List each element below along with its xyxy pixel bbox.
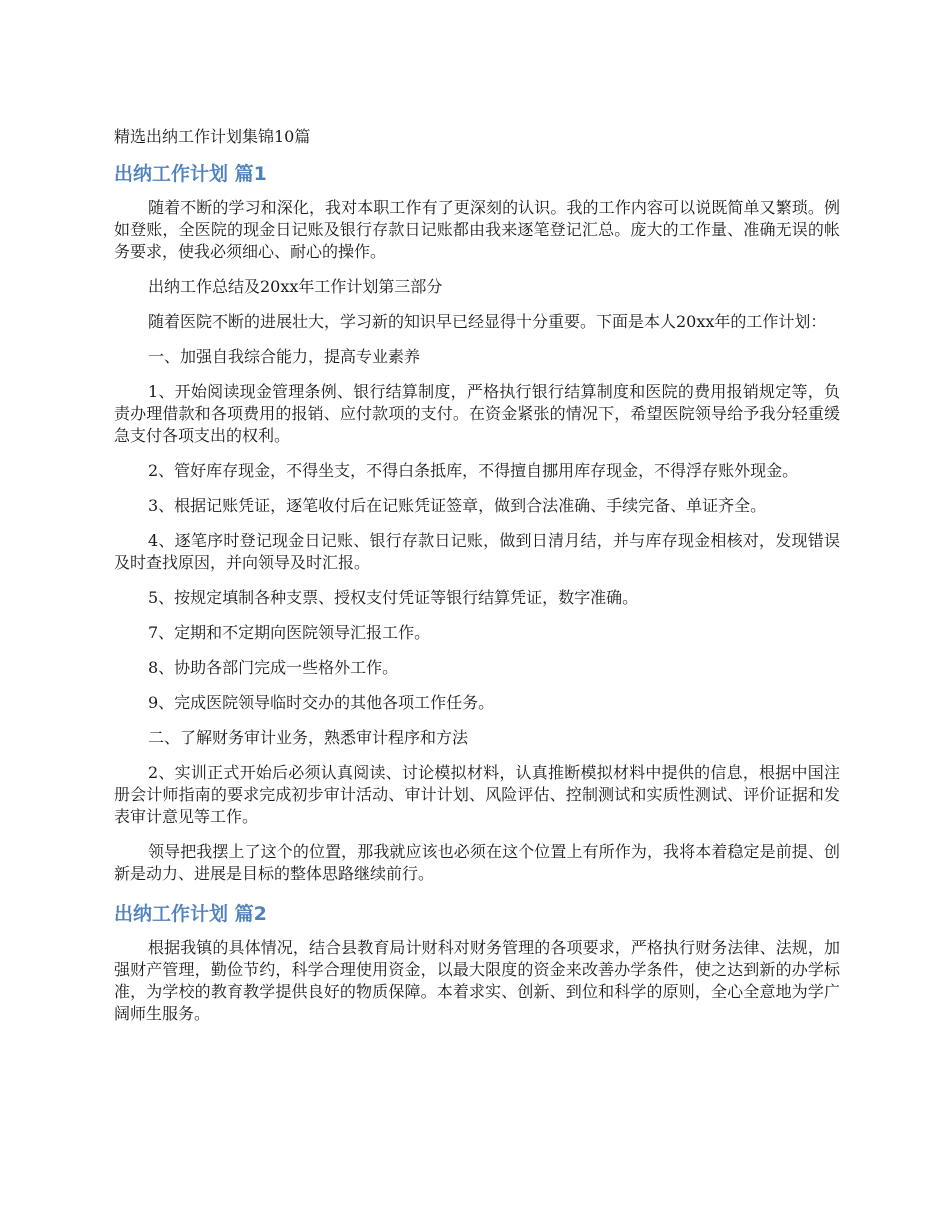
paragraph: 随着医院不断的进展壮大，学习新的知识早已经显得十分重要。下面是本人20xx年的工作计划： <box>148 312 827 331</box>
list-paragraph: 4、逐笔序时登记现金日记账、银行存款日记账，做到日清月结，并与库存现金相核对，发现错误及时查找原因，并向领导及时汇报。 <box>114 531 840 572</box>
paragraph: 随着不断的学习和深化，我对本职工作有了更深刻的认识。我的工作内容可以说既简单又繁琐。例如登账，全医院的现金日记账及银行存款日记账都由我来逐笔登记汇总。庞大的工作量、准确无误的帐务要求，使我必须细心、耐心的操作。 <box>114 198 840 261</box>
list-paragraph: 3、根据记账凭证，逐笔收付后在记账凭证签章，做到合法准确、手续完备、单证齐全。 <box>148 496 767 515</box>
section-2 <box>114 901 840 1025</box>
paragraph: 领导把我摆上了这个的位置，那我就应该也必须在这个位置上有所作为，我将本着稳定是前提、创新是动力、进展是目标的整体思路继续前行。 <box>114 842 840 883</box>
section-heading: 出纳工作计划 篇2 <box>114 903 267 925</box>
list-paragraph: 8、协助各部门完成一些格外工作。 <box>148 658 399 677</box>
list-paragraph: 9、完成医院领导临时交办的其他各项工作任务。 <box>148 693 495 712</box>
paragraph: 出纳工作总结及20xx年工作计划第三部分 <box>148 277 443 296</box>
section-heading: 出纳工作计划 篇1 <box>114 163 267 185</box>
paragraph: 根据我镇的具体情况，结合县教育局计财科对财务管理的各项要求，严格执行财务法律、法规，加强财产管理，勤俭节约，科学合理使用资金，以最大限度的资金来改善办学条件，使之达到新的办学标准，为学校的教育教学提供良好的物质保障。本着求实、创新、到位和科学的原则，全心全意地为学广阔师生服务。 <box>114 938 840 1023</box>
list-paragraph: 2、管好库存现金，不得坐支，不得白条抵库，不得擅自挪用库存现金，不得浮存账外现金。 <box>148 461 799 480</box>
list-paragraph: 7、定期和不定期向医院领导汇报工作。 <box>148 623 431 642</box>
document-title: 精选出纳工作计划集锦10篇 <box>114 127 311 146</box>
section-1 <box>114 161 840 885</box>
subheading-paragraph: 一、加强自我综合能力，提高专业素养 <box>148 347 421 366</box>
document-page <box>114 125 840 1038</box>
subheading-paragraph: 二、了解财务审计业务，熟悉审计程序和方法 <box>148 728 469 747</box>
list-paragraph: 5、按规定填制各种支票、授权支付凭证等银行结算凭证，数字准确。 <box>148 588 639 607</box>
list-paragraph: 1、开始阅读现金管理条例、银行结算制度，严格执行银行结算制度和医院的费用报销规定等，负责办理借款和各项费用的报销、应付款项的支付。在资金紧张的情况下，希望医院领导给予我分轻重缓急支付各项支出的权利。 <box>114 382 840 445</box>
list-paragraph: 2、实训正式开始后必须认真阅读、讨论模拟材料，认真推断模拟材料中提供的信息，根据中国注册会计师指南的要求完成初步审计活动、审计计划、风险评估、控制测试和实质性测试、评价证据和发表审计意见等工作。 <box>114 763 840 826</box>
